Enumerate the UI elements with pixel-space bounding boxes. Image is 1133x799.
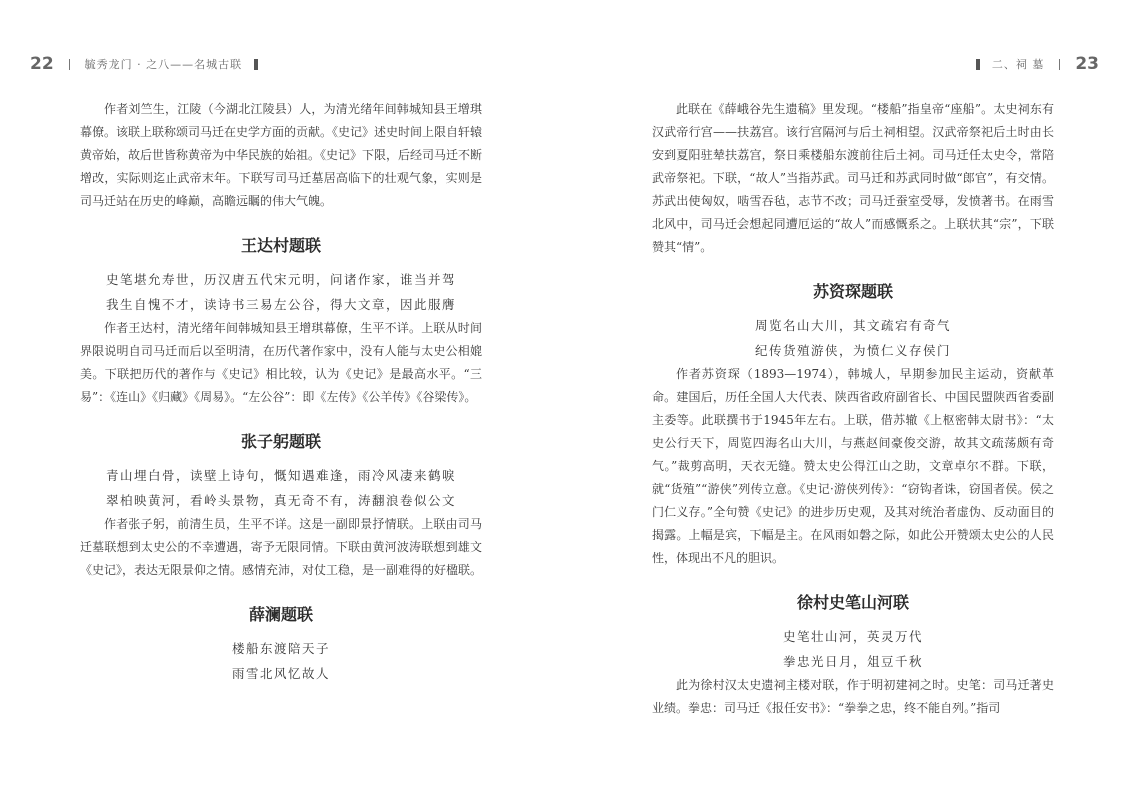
couplet-line-upper: 史笔壮山河，英灵万代: [782, 629, 923, 644]
section-title: 徐村史笔山河联: [796, 593, 909, 612]
left-page: [0, 0, 566, 799]
right-page: [566, 0, 1133, 799]
section-su-zichen: [652, 279, 1054, 570]
section-title: 苏资琛题联: [812, 282, 893, 301]
right-page-number: 23: [1075, 54, 1099, 74]
section-commentary: 此为徐村汉太史遗祠主楼对联，作于明初建祠之时。史笔：司马迁著史业绩。拳忠：司马迁《报任安书》：“拳拳之忠，终不能自列。”指司: [652, 678, 1054, 715]
section-title: 王达村题联: [240, 236, 321, 255]
section-xucun: [652, 590, 1054, 720]
couplet-line-upper: 青山埋白骨，读壁上诗句，慨知遇难逢，雨冷风凄来鹤唳: [105, 468, 456, 483]
section-commentary: 作者张子躬，前清生员，生平不详。这是一副即景抒情联。上联由司马迁墓联想到太史公的不幸遭遇，寄予无限同情。下联由黄河波涛联想到雄文《史记》，表达无限景仰之情。感情充沛，对仗工稳，是一副难得的好楹联。: [80, 517, 483, 577]
left-page-content: [80, 98, 482, 686]
couplet-line-lower: 纪传货殖游侠，为愤仁义存侯门: [754, 343, 951, 358]
couplet-line-lower: 我生自愧不才，读诗书三易左公谷，得大文章，因此服膺: [105, 297, 456, 312]
couplet-line-lower: 翠柏映黄河，看岭头景物，真无奇不有，涛翻浪卷似公文: [105, 493, 456, 508]
header-block-marker: [254, 59, 258, 70]
header-divider: [69, 59, 70, 70]
section-xue-lan: [80, 602, 482, 686]
section-commentary: 作者王达村，清光绪年间韩城知县王增琪幕僚，生平不详。上联从时间界限说明自司马迁而后以至明清，在历代著作家中，没有人能与太史公相媲美。下联把历代的著作与《史记》相比较，认为《史记》是最高水平。“三易”：《连山》《归藏》《周易》。“左公谷”：即《左传》《公羊传》《谷梁传》。: [80, 321, 482, 404]
section-commentary: 作者苏资琛（1893—1974），韩城人，早期参加民主运动，资献革命。建国后，历任全国人大代表、陕西省政府副省长、中国民盟陕西省委副主委等。此联撰书于1945年左右。上联，借苏辙《上枢密韩太尉书》：“太史公行天下，周览四海名山大川，与燕赵间豪俊交游，故其文疏荡颇有奇气。”裁剪高明，天衣无缝。赞太史公得江山之助，文章卓尔不群。下联，就“货殖”“游侠”列传立意。《史记·游侠列传》：“窃钩者诛，窃国者侯。侯之门仁义存。”全句赞《史记》的进步历史观，及其对统治者虚伪、反动面目的揭露。上幅是宾，下幅是主。在风雨如磐之际，如此公开赞颂太史公的人民性，体现出不凡的胆识。: [652, 367, 1054, 565]
right-page-content: [652, 98, 1054, 720]
intro-paragraph: 作者刘竺生，江陵（今湖北江陵县）人，为清光绪年间韩城知县王增琪幕僚。该联上联称颂司马迁在史学方面的贡献。《史记》述史时间上限自轩辕黄帝始，故后世皆称黄帝为中华民族的始祖。《史记》下限，后经司马迁不断增改，实际则迄止武帝末年。下联写司马迁墓居高临下的壮观气象，实则是司马迁站在历史的峰巅，高瞻远瞩的伟大气魄。: [80, 102, 483, 208]
right-running-title: 二、祠 墓: [991, 58, 1045, 71]
section-zhang-zigong: [80, 429, 482, 582]
right-page-header: [964, 52, 1099, 76]
couplet-line-lower: 雨雪北风忆故人: [231, 666, 330, 681]
header-block-marker: [976, 59, 980, 70]
couplet-line-upper: 史笔堪允寿世，历汉唐五代宋元明，问诸作家，谁当并驾: [105, 272, 456, 287]
section-title: 张子躬题联: [240, 432, 321, 451]
couplet-line-upper: 楼船东渡陪天子: [231, 641, 330, 656]
couplet-line-lower: 拳忠光日月，俎豆千秋: [782, 654, 923, 669]
section-wang-dacun: [80, 233, 482, 409]
intro-paragraph: 此联在《薛峨谷先生遗稿》里发现。“楼船”指皇帝“座船”。太史祠东有汉武帝行宫——扶荔宫。该行宫隔河与后土祠相望。汉武帝祭祀后土时由长安到夏阳驻辇扶荔宫，祭日乘楼船东渡前往后土祠。司马迁任太史令，常陪武帝祭祀。下联，“故人”当指苏武。司马迁和苏武同时做“郎官”，有交情。苏武出使匈奴，啮雪吞毡，志节不改；司马迁蚕室受辱，发愤著书。在雨雪北风中，司马迁会想起同遭厄运的“故人”而感慨系之。上联状其“宗”，下联赞其“情”。: [652, 102, 1054, 254]
left-page-header: [30, 52, 270, 76]
header-divider: [1059, 59, 1060, 70]
section-title: 薛澜题联: [248, 605, 313, 624]
left-running-title: 毓秀龙门 · 之八——名城古联: [84, 58, 243, 71]
left-page-number: 22: [30, 54, 54, 74]
couplet-line-upper: 周览名山大川，其文疏宕有奇气: [754, 318, 951, 333]
